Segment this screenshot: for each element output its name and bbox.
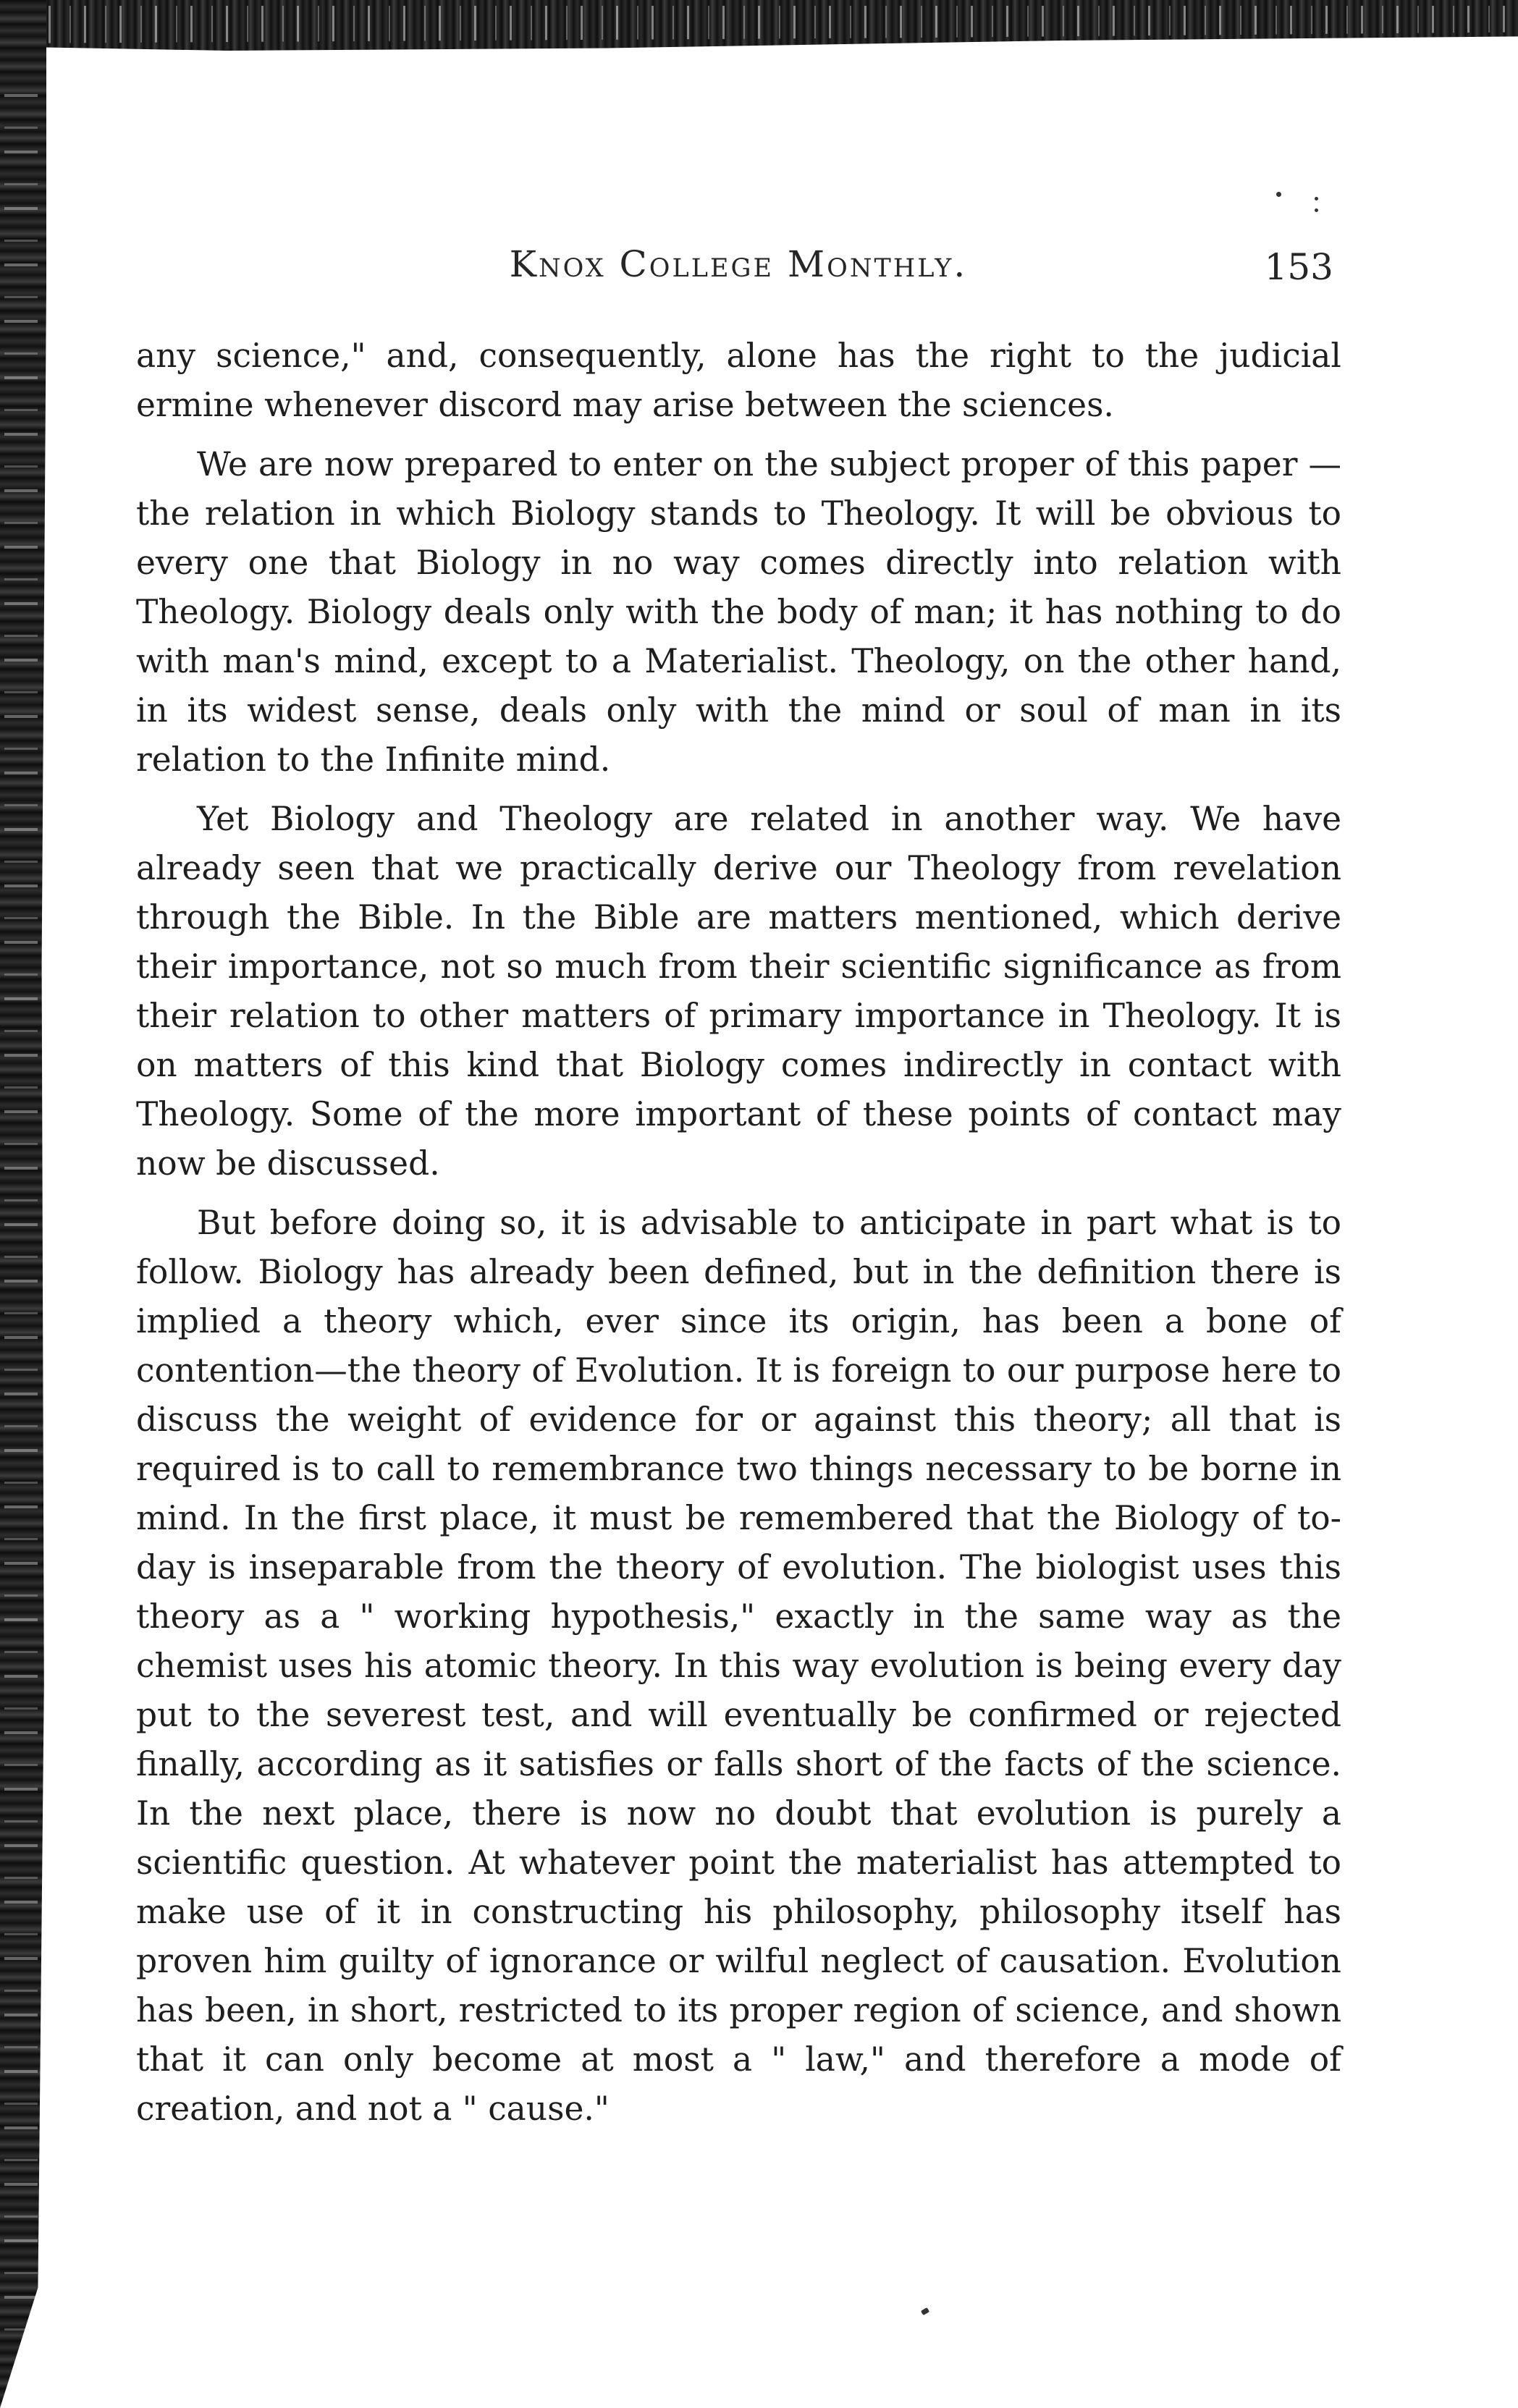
- page-number: 153: [1264, 246, 1333, 288]
- paragraph: any science," and, consequently, alone has the right to the judicial ermine whenever discord may arise between the sciences.: [136, 337, 1341, 424]
- ink-speck: [1276, 192, 1281, 197]
- paragraph: Yet Biology and Theology are related in another way. We have already seen that we practically derive our Theology from revelation through the Bible. In the Bible are matters mentioned, which derive their importance, not so much from their scientific significance as from their relation to other matters of primary importance in Theology. It is on matters of this kind that Biology comes indirectly in contact with Theology. Some of the more important of these points of contact may now be discussed.: [136, 800, 1341, 1183]
- body-text: [136, 331, 1341, 2134]
- ink-mark: [921, 2307, 929, 2315]
- running-title: Knox College Monthly.: [509, 243, 968, 285]
- paragraph: But before doing so, it is advisable to anticipate in part what is to follow. Biology has already been defined, but in the definition there is implied a theory which, ever since its origin, has been a bone of contention—the theory of Evolution. It is foreign to our purpose here to discuss the weight of evidence for or against this theory; all that is required is to call to remembrance two things necessary to be borne in mind. In the first place, it must be remembered that the Biology of to-day is inseparable from the theory of evolution. The biologist uses this theory as a " working hypothesis," exactly in the same way as the chemist uses his atomic theory. In this way evolution is being every day put to the severest test, and will eventually be confirmed or rejected finally, according as it satisfies or falls short of the facts of the science. In the next place, there is now no doubt that evolution is purely a scientific question. At whatever point the materialist has attempted to make use of it in constructing his philosophy, philosophy itself has proven him guilty of ignorance or wilful neglect of causation. Evolution has been, in short, restricted to its proper region of science, and shown that it can only become at most a " law," and therefore a mode of creation, and not a " cause.": [136, 1204, 1341, 2128]
- paragraph: We are now prepared to enter on the subject proper of this paper —the relation in which Biology stands to Theology. It will be obvious to every one that Biology in no way comes directly into relation with Theology. Biology deals only with the body of man; it has nothing to do with man's mind, except to a Materialist. Theology, on the other hand, in its widest sense, deals only with the mind or soul of man in its relation to the Infinite mind.: [136, 445, 1341, 779]
- running-head: [138, 239, 1339, 297]
- page-edge-left-texture: [4, 72, 38, 2352]
- ink-speck: [1315, 208, 1318, 212]
- ink-speck: [1315, 197, 1318, 200]
